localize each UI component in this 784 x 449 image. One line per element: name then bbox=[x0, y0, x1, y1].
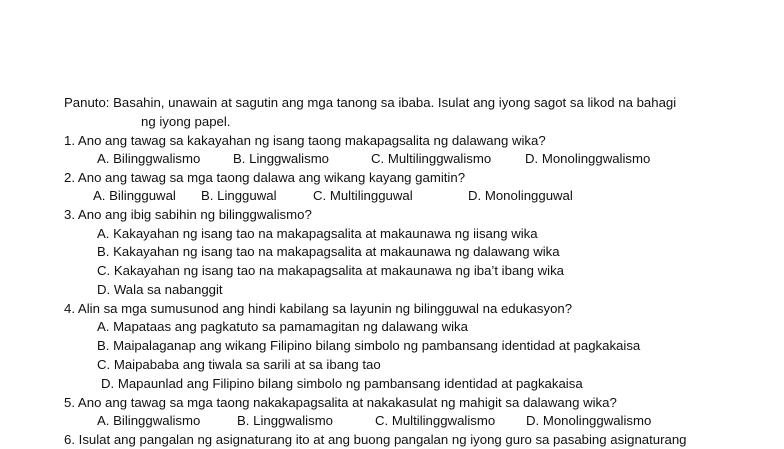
question-3: 3. Ano ang ibig sabihin ng bilinggwalismo? bbox=[64, 207, 312, 222]
question-4-option-b: B. Maipalaganap ang wikang Filipino bilang simbolo ng pambansang identidad at pagkakaisa bbox=[97, 338, 641, 353]
question-4-option-a: A. Mapataas ang pagkatuto sa pamamagitan ng dalawang wika bbox=[97, 319, 468, 334]
question-1: 1. Ano ang tawag sa kakayahan ng isang taong makapagsalita ng dalawang wika? bbox=[64, 133, 546, 148]
choice-a: A. Bilingguwal bbox=[93, 188, 176, 203]
question-4-option-c: C. Maipababa ang tiwala sa sarili at sa ibang tao bbox=[97, 357, 381, 372]
question-3-option-d: D. Wala sa nabanggit bbox=[97, 282, 223, 297]
question-6: 6. Isulat ang pangalan ng asignaturang ito at ang buong pangalan ng iyong guro sa pasabing asignaturang bbox=[64, 432, 687, 447]
choice-c: C. Multilinggwalismo bbox=[375, 413, 496, 428]
question-3-option-b: B. Kakayahan ng isang tao na makapagsalita at makaunawa ng dalawang wika bbox=[97, 244, 560, 259]
choice-b: B. Linggwalismo bbox=[233, 151, 330, 166]
instruction-line-2: ng iyong papel. bbox=[141, 114, 231, 129]
question-4: 4. Alin sa mga sumusunod ang hindi kabilang sa layunin ng bilingguwal na edukasyon? bbox=[64, 301, 573, 316]
question-3-option-c: C. Kakayahan ng isang tao na makapagsalita at makaunawa ng iba’t ibang wika bbox=[97, 263, 564, 278]
question-5: 5. Ano ang tawag sa mga taong nakakapagsalita at nakakasulat ng mahigit sa dalawang wika? bbox=[64, 395, 617, 410]
choice-a: A. Bilinggwalismo bbox=[97, 151, 201, 166]
choice-d: D. Monolinggwalismo bbox=[526, 413, 652, 428]
choice-d: D. Monolingguwal bbox=[468, 188, 573, 203]
choice-a: A. Bilinggwalismo bbox=[97, 413, 201, 428]
question-3-option-a: A. Kakayahan ng isang tao na makapagsalita at makaunawa ng iisang wika bbox=[97, 226, 538, 241]
choice-c: C. Multilinggwalismo bbox=[371, 151, 492, 166]
choice-d: D. Monolinggwalismo bbox=[525, 151, 651, 166]
choice-c: C. Multilingguwal bbox=[313, 188, 413, 203]
question-2: 2. Ano ang tawag sa mga taong dalawa ang wikang kayang gamitin? bbox=[64, 170, 466, 185]
choice-b: B. Linggwalismo bbox=[237, 413, 334, 428]
choice-b: B. Lingguwal bbox=[201, 188, 277, 203]
question-4-option-d: D. Mapaunlad ang Filipino bilang simbolo ng pambansang identidad at pagkakaisa bbox=[101, 376, 583, 391]
instruction-line-1: Panuto: Basahin, unawain at sagutin ang mga tanong sa ibaba. Isulat ang iyong sagot sa likod na bahagi bbox=[64, 95, 677, 110]
